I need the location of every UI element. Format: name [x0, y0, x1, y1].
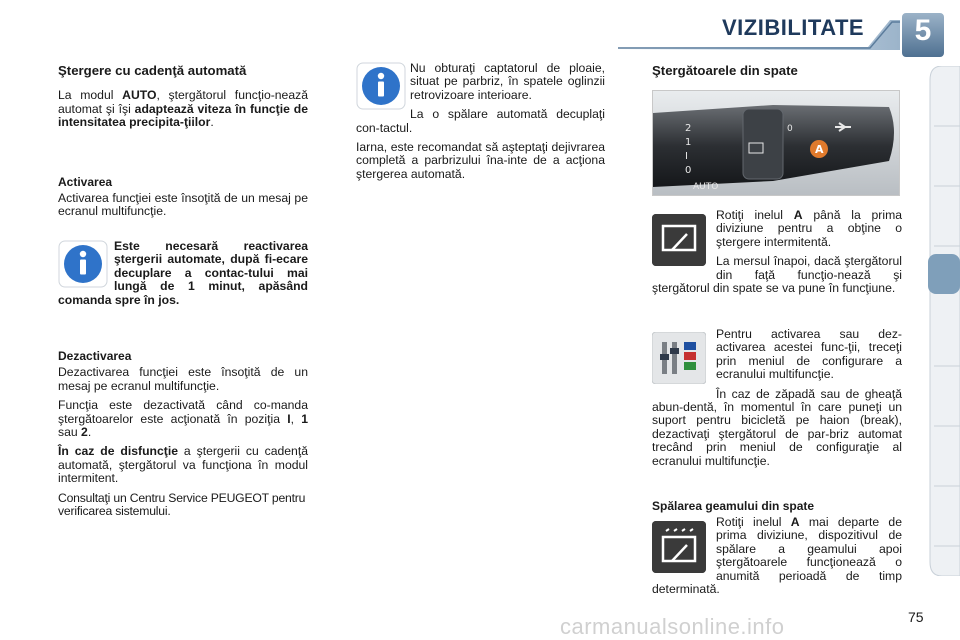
- spalare-text-block: [652, 516, 902, 602]
- watermark: carmanualsonline.info: [560, 614, 785, 639]
- section-title-rear-wipers: Ştergătoarele din spate: [652, 63, 798, 78]
- svg-text:0: 0: [787, 124, 793, 134]
- label-I: I: [685, 151, 688, 162]
- dezactivare-text-1: Dezactivarea funcţiei este însoţită de un mesaj pe ecranul multifuncţie.: [58, 365, 308, 393]
- iarna-text: Iarna, este recomandat să aşteptaţi dejivrarea completă a parbrizului îna-inte de a acţiona ştergerea automată.: [356, 140, 605, 181]
- activare-text: Activarea funcţiei este însoţită de un mesaj pe ecranul multifuncţie.: [58, 191, 308, 219]
- consultati-text: Consultaţi un Centru Service PEUGEOT pentru verificarea sistemului.: [58, 490, 306, 519]
- config-text: Pentru activarea sau dez-activarea acestei func-ţii, treceţi prin meniul de configurare a ecranului multifuncţie.: [716, 327, 902, 382]
- disfunctie-text: În caz de disfuncţie a ştergerii cu cadenţă automată, ştergătorul va funcţiona în modul intermitent.: [58, 444, 309, 486]
- info-note-captator: Nu obturaţi captatorul de ploaie, situat pe parbriz, în spatele oglinzii retrovizoare interioare.: [410, 61, 605, 102]
- label-A: A: [815, 143, 824, 156]
- heading-dezactivare: Dezactivarea: [58, 349, 132, 363]
- spalare-text: Rotiţi inelul A mai departe de prima diviziune, dispozitivul de spălare a geamului apoi ştergătoarele funcţionează o anumită perioadă de timp determinată.: [652, 515, 902, 597]
- label-1: 1: [685, 137, 692, 148]
- heading-activare: Activarea: [58, 174, 113, 189]
- intro-paragraph: La modul AUTO, ştergătorul funcţio-nează automat şi îşi adaptează viteza în funcţie de intensitatea precipita-ţiilor.: [58, 88, 308, 130]
- column-right: [652, 64, 902, 77]
- rotiti-block: [652, 209, 902, 301]
- column-left: [58, 64, 308, 225]
- spalare-block: [652, 500, 902, 516]
- mersul-inapoi-text: La mersul înapoi, dacă ştergătorul din faţă funcţio-nează şi ştergătorul din spate se va pune în funcţiune.: [652, 254, 902, 296]
- spalare-automata-text: La o spălare automată decuplaţi con-tactul.: [356, 107, 605, 135]
- heading-spalare: Spălarea geamului din spate: [652, 499, 815, 513]
- rotiti-text: Rotiţi inelul A până la prima diviziune pentru a obţine o ştergere intermitentă.: [716, 208, 902, 249]
- dezactivare-text-2: Funcţia este dezactivată când co-manda ştergătoarelor este acţionată în poziţia I, 1 sau 2.: [58, 398, 308, 440]
- zapada-text: În caz de zăpadă sau de gheaţă abun-dentă, în momentul în care puneţi un suport pentru bicicletă pe haion (break), dezactivaţi ştergătorul de par-briz automat trecând prin meniul de configuraţie al ecranului multifuncţie.: [652, 386, 902, 468]
- config-block: [652, 328, 902, 474]
- column-left-lower: [58, 350, 308, 524]
- section-title-auto-wipe: Ştergere cu cadenţă automată: [58, 63, 247, 78]
- page-title: VIZIBILITATE: [722, 15, 865, 40]
- label-0: 0: [685, 165, 692, 176]
- active-chapter-tab: [928, 254, 960, 294]
- wiper-stalk-photo: [652, 90, 900, 196]
- chapter-number: 5: [914, 14, 932, 47]
- label-auto: AUTO: [693, 182, 719, 192]
- page-number: 75: [908, 609, 924, 625]
- column-middle: [356, 62, 605, 187]
- label-2: 2: [685, 123, 692, 134]
- chapter-tabs[interactable]: [928, 66, 960, 576]
- info-note-reactivare: Este necesară reactivarea ştergerii automate, după fi-ecare decuplare a contac-tului mai lungă de 1 minut, apăsând comanda spre în jos.: [58, 239, 308, 307]
